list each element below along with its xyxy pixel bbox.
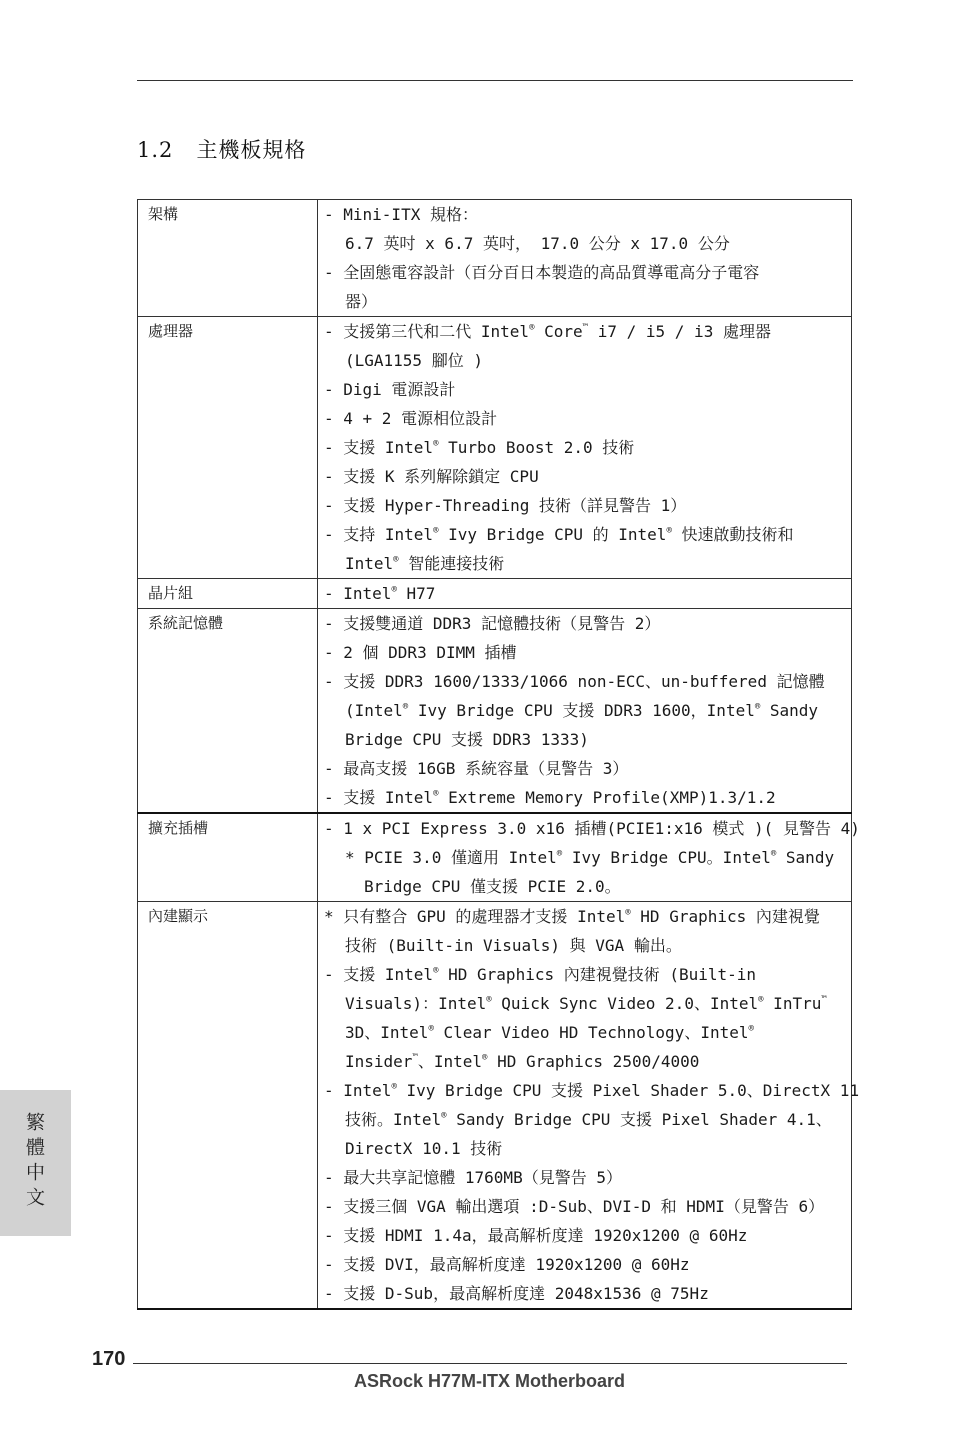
spec-line: - 支援 HDMI 1.4a，最高解析度達 1920x1200 @ 60Hz bbox=[324, 1226, 748, 1245]
spec-line: - 支援 Hyper-Threading 技術（詳見警告 1） bbox=[324, 496, 687, 515]
spec-content bbox=[318, 609, 852, 814]
spec-line: Insider™、Intel® HD Graphics 2500/4000 bbox=[345, 1052, 700, 1071]
spec-line: Bridge CPU 僅支援 PCIE 2.0。 bbox=[364, 877, 621, 896]
section-heading bbox=[137, 134, 306, 164]
spec-line: 技術。Intel® Sandy Bridge CPU 支援 Pixel Shader 4.1、 bbox=[345, 1110, 832, 1129]
section-title: 主機板規格 bbox=[196, 138, 307, 162]
spec-row bbox=[138, 813, 852, 902]
spec-line: - 全固態電容設計（百分百日本製造的高品質導電高分子電容 bbox=[324, 263, 760, 282]
spec-line: - 最大共享記憶體 1760MB（見警告 5） bbox=[324, 1168, 622, 1187]
spec-line: * 只有整合 GPU 的處理器才支援 Intel® HD Graphics 內建視覺 bbox=[324, 907, 820, 926]
spec-line: - 支援 DDR3 1600/1333/1066 non-ECC、un-buffered 記憶體 bbox=[324, 672, 825, 691]
spec-line: - 支援三個 VGA 輸出選項 :D-Sub、DVI-D 和 HDMI（見警告 6） bbox=[324, 1197, 825, 1216]
spec-line: - 支援 Intel® Turbo Boost 2.0 技術 bbox=[324, 438, 635, 457]
spec-line: - Intel® H77 bbox=[324, 584, 436, 603]
spec-line: Visuals)：Intel® Quick Sync Video 2.0、Intel® InTru™ bbox=[345, 994, 827, 1013]
section-number: 1.2 bbox=[137, 138, 174, 162]
spec-label: 處理器 bbox=[138, 317, 318, 579]
spec-label: 系統記憶體 bbox=[138, 609, 318, 814]
footer-title: ASRock H77M-ITX Motherboard bbox=[354, 1371, 626, 1391]
spec-content bbox=[318, 317, 852, 579]
spec-line: 器） bbox=[345, 292, 378, 311]
spec-line: - 支持 Intel® Ivy Bridge CPU 的 Intel® 快速啟動技術和 bbox=[324, 525, 794, 544]
spec-line: - 1 x PCI Express 3.0 x16 插槽(PCIE1:x16 模式 )( 見警告 4) bbox=[324, 819, 860, 838]
language-tab-label: 繁體中文 bbox=[23, 1112, 45, 1212]
spec-line: (LGA1155 腳位 ) bbox=[345, 351, 483, 370]
spec-label: 晶片組 bbox=[138, 579, 318, 609]
spec-line: - 支援 Intel® HD Graphics 內建視覺技術 (Built-in bbox=[324, 965, 757, 984]
spec-label: 擴充插槽 bbox=[138, 813, 318, 902]
spec-line: - 支援 DVI，最高解析度達 1920x1200 @ 60Hz bbox=[324, 1255, 690, 1274]
spec-line: - Intel® Ivy Bridge CPU 支援 Pixel Shader 5.0、DirectX 11 bbox=[324, 1081, 860, 1100]
spec-line: - 支援 D-Sub，最高解析度達 2048x1536 @ 75Hz bbox=[324, 1284, 709, 1303]
spec-line: 3D、Intel® Clear Video HD Technology、Intel® bbox=[345, 1023, 754, 1042]
spec-content bbox=[318, 813, 860, 902]
spec-row bbox=[138, 579, 852, 609]
spec-line: - Mini-ITX 規格： bbox=[324, 205, 478, 224]
spec-label: 內建顯示 bbox=[138, 902, 318, 1310]
page-number: 170 bbox=[92, 1348, 126, 1370]
spec-line: - 支援 K 系列解除鎖定 CPU bbox=[324, 467, 539, 486]
spec-line: * PCIE 3.0 僅適用 Intel® Ivy Bridge CPU。Intel® Sandy bbox=[345, 848, 835, 867]
bottom-rule bbox=[133, 1363, 847, 1364]
spec-line: - 最高支援 16GB 系統容量（見警告 3） bbox=[324, 759, 629, 778]
spec-line: - 4 + 2 電源相位設計 bbox=[324, 409, 498, 428]
spec-line: - 2 個 DDR3 DIMM 插槽 bbox=[324, 643, 517, 662]
spec-row bbox=[138, 200, 852, 317]
spec-line: Intel® 智能連接技術 bbox=[345, 554, 505, 573]
top-rule bbox=[137, 80, 853, 81]
spec-label: 架構 bbox=[138, 200, 318, 317]
language-tab bbox=[0, 1090, 71, 1236]
spec-line: (Intel® Ivy Bridge CPU 支援 DDR3 1600，Intel® Sandy bbox=[345, 701, 819, 720]
spec-row bbox=[138, 902, 852, 1310]
spec-row bbox=[138, 609, 852, 814]
spec-content bbox=[318, 200, 852, 317]
spec-line: DirectX 10.1 技術 bbox=[345, 1139, 503, 1158]
spec-line: Bridge CPU 支援 DDR3 1333) bbox=[345, 730, 589, 749]
spec-table bbox=[137, 199, 860, 1310]
spec-content bbox=[318, 902, 860, 1310]
spec-content bbox=[318, 579, 852, 609]
spec-line: - Digi 電源設計 bbox=[324, 380, 456, 399]
spec-line: - 支援 Intel® Extreme Memory Profile(XMP)1.3/1.2 bbox=[324, 788, 776, 807]
spec-line: 6.7 英吋 x 6.7 英吋， 17.0 公分 x 17.0 公分 bbox=[345, 234, 730, 253]
spec-row bbox=[138, 317, 852, 579]
spec-line: - 支援第三代和二代 Intel® Core™ i7 / i5 / i3 處理器 bbox=[324, 322, 771, 341]
spec-line: - 支援雙通道 DDR3 記憶體技術（見警告 2） bbox=[324, 614, 661, 633]
spec-line: 技術 (Built-in Visuals) 與 VGA 輸出。 bbox=[345, 936, 682, 955]
